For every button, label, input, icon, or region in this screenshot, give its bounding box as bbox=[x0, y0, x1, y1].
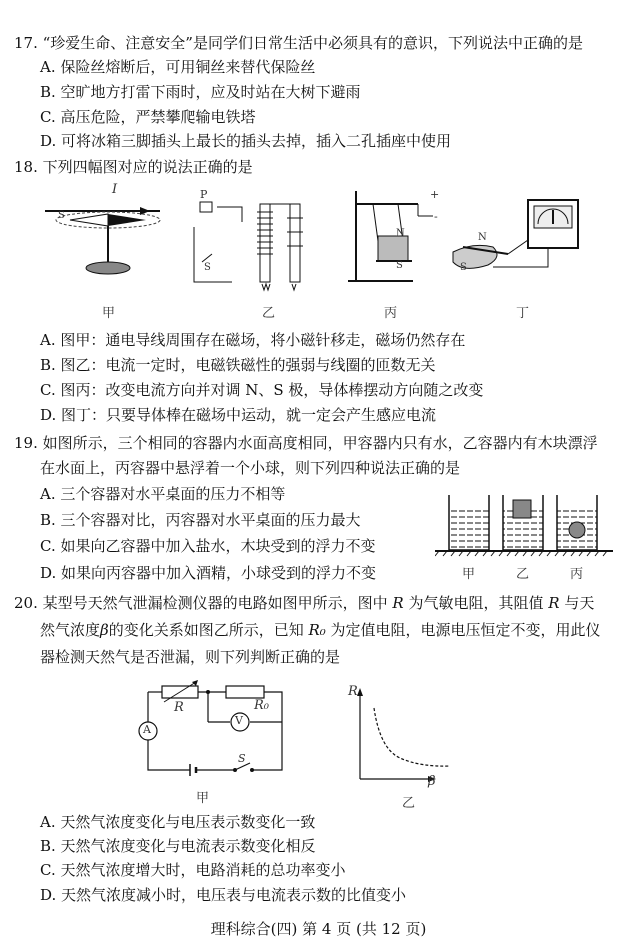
q18-option-b: B. 图乙：电流一定时，电磁铁磁性的强弱与线圈的匝数无关 bbox=[40, 356, 436, 374]
q20-option-a: A. 天然气浓度变化与电压表示数变化一致 bbox=[40, 813, 316, 831]
q20-var-beta: β bbox=[100, 621, 109, 639]
q17-option-b: B. 空旷地方打雷下雨时，应及时站在大树下避雨 bbox=[40, 83, 361, 101]
q19-option-c: C. 如果向乙容器中加入盐水，木块受到的浮力不变 bbox=[40, 537, 376, 555]
q17-option-d: D. 可将冰箱三脚插头上最长的插头去掉，插入二孔插座中使用 bbox=[40, 132, 452, 150]
q20-stem-line3: 器检测天然气是否泄漏，则下列判断正确的是 bbox=[40, 648, 341, 666]
q18-option-a: A. 图甲：通电导线周围存在磁场，将小磁针移走，磁场仍然存在 bbox=[40, 331, 466, 349]
q19-option-b: B. 三个容器对比，丙容器对水平桌面的压力最大 bbox=[40, 511, 361, 529]
ammeter-label: A bbox=[143, 723, 151, 736]
q17-option-a: A. 保险丝熔断后，可用铜丝来替代保险丝 bbox=[40, 58, 316, 76]
q20-caption-jia: 甲 bbox=[196, 791, 210, 806]
q19-option-a: A. 三个容器对水平桌面的压力不相等 bbox=[40, 485, 286, 503]
q18-stem: 18. 下列四幅图对应的说法正确的是 bbox=[14, 158, 253, 176]
q19-caption-jia: 甲 bbox=[462, 567, 476, 582]
q20-option-b: B. 天然气浓度变化与电流表示数变化相反 bbox=[40, 837, 316, 855]
q18-caption-bing: 丙 bbox=[384, 306, 398, 321]
q20-stem-line1 bbox=[14, 593, 594, 613]
q20-var-r0: R₀ bbox=[308, 621, 326, 639]
q20-var-r-2: R bbox=[548, 594, 560, 612]
q18-option-d: D. 图丁：只要导体棒在磁场中运动，就一定会产生感应电流 bbox=[40, 406, 437, 424]
fig-yi-p-label: P bbox=[200, 188, 208, 201]
compass-s-label: S bbox=[58, 210, 65, 221]
q20-stem-line2-part-b: 的变化关系如图乙所示，已知 bbox=[108, 621, 309, 639]
current-label: I bbox=[112, 182, 118, 197]
q19-option-d: D. 如果向丙容器中加入酒精，小球受到的浮力不变 bbox=[40, 564, 377, 582]
q18-figure-yi bbox=[182, 188, 312, 292]
graph-y-label: R bbox=[348, 684, 358, 699]
fig-yi-s-label: S bbox=[204, 262, 211, 273]
q20-stem-line1-part-b: 为气敏电阻，其阻值 bbox=[403, 594, 549, 612]
q20-var-r: R bbox=[392, 594, 404, 612]
q19-caption-yi: 乙 bbox=[516, 567, 530, 582]
graph-x-label: β bbox=[428, 774, 436, 789]
voltmeter-label: V bbox=[235, 714, 243, 727]
q19-stem-line1: 19. 如图所示，三个相同的容器内水面高度相同，甲容器内只有水，乙容器内有木块漂浮 bbox=[14, 434, 598, 452]
q20-stem-line1-part-a: 20. 某型号天然气泄漏检测仪器的电路如图甲所示，图中 bbox=[14, 594, 393, 612]
fig-bing-n-label: N bbox=[396, 228, 405, 239]
q18-figure-jia bbox=[40, 182, 170, 296]
q20-graph-figure bbox=[340, 684, 470, 789]
fig-ding-n-label: N bbox=[478, 232, 487, 243]
q20-stem-line1-part-c: 与天 bbox=[559, 594, 595, 612]
q18-figure-ding bbox=[448, 192, 588, 292]
fig-bing-minus-label: - bbox=[434, 210, 438, 223]
q18-figure-bing bbox=[338, 186, 448, 296]
q20-option-c: C. 天然气浓度增大时，电路消耗的总功率变小 bbox=[40, 861, 346, 879]
circuit-r-label: R bbox=[174, 700, 184, 715]
fig-ding-s-label: S bbox=[460, 262, 467, 273]
q17-option-c: C. 高压危险，严禁攀爬输电铁塔 bbox=[40, 108, 256, 126]
q18-caption-ding: 丁 bbox=[516, 306, 530, 321]
q20-stem-line2-part-c: 为定值电阻，电源电压恒定不变，用此仪 bbox=[325, 621, 601, 639]
q20-circuit-figure bbox=[130, 678, 290, 788]
q20-stem-line2-part-a: 然气浓度 bbox=[40, 621, 101, 639]
q20-option-d: D. 天然气浓度减小时，电压表与电流表示数的比值变小 bbox=[40, 886, 407, 904]
q19-stem-line2: 在水面上，丙容器中悬浮着一个小球，则下列四种说法正确的是 bbox=[40, 459, 461, 477]
q18-option-c: C. 图丙：改变电流方向并对调 N、S 极，导体棒摆动方向随之改变 bbox=[40, 381, 484, 399]
fig-bing-plus-label: + bbox=[430, 188, 440, 201]
page-footer: 理科综合(四) 第 4 页 (共 12 页) bbox=[210, 920, 427, 938]
fig-bing-s-label: S bbox=[396, 260, 403, 271]
q20-stem-line2 bbox=[40, 620, 601, 640]
q19-caption-bing: 丙 bbox=[570, 567, 584, 582]
q18-caption-yi: 乙 bbox=[262, 306, 276, 321]
q19-figure-containers bbox=[435, 490, 615, 565]
q17-stem: 17. “珍爱生命、注意安全”是同学们日常生活中必须具有的意识，下列说法中正确的是 bbox=[14, 34, 583, 52]
circuit-r0-label: R₀ bbox=[254, 698, 269, 713]
q18-caption-jia: 甲 bbox=[102, 306, 116, 321]
q20-caption-yi: 乙 bbox=[402, 796, 416, 811]
switch-label: S bbox=[238, 752, 246, 765]
